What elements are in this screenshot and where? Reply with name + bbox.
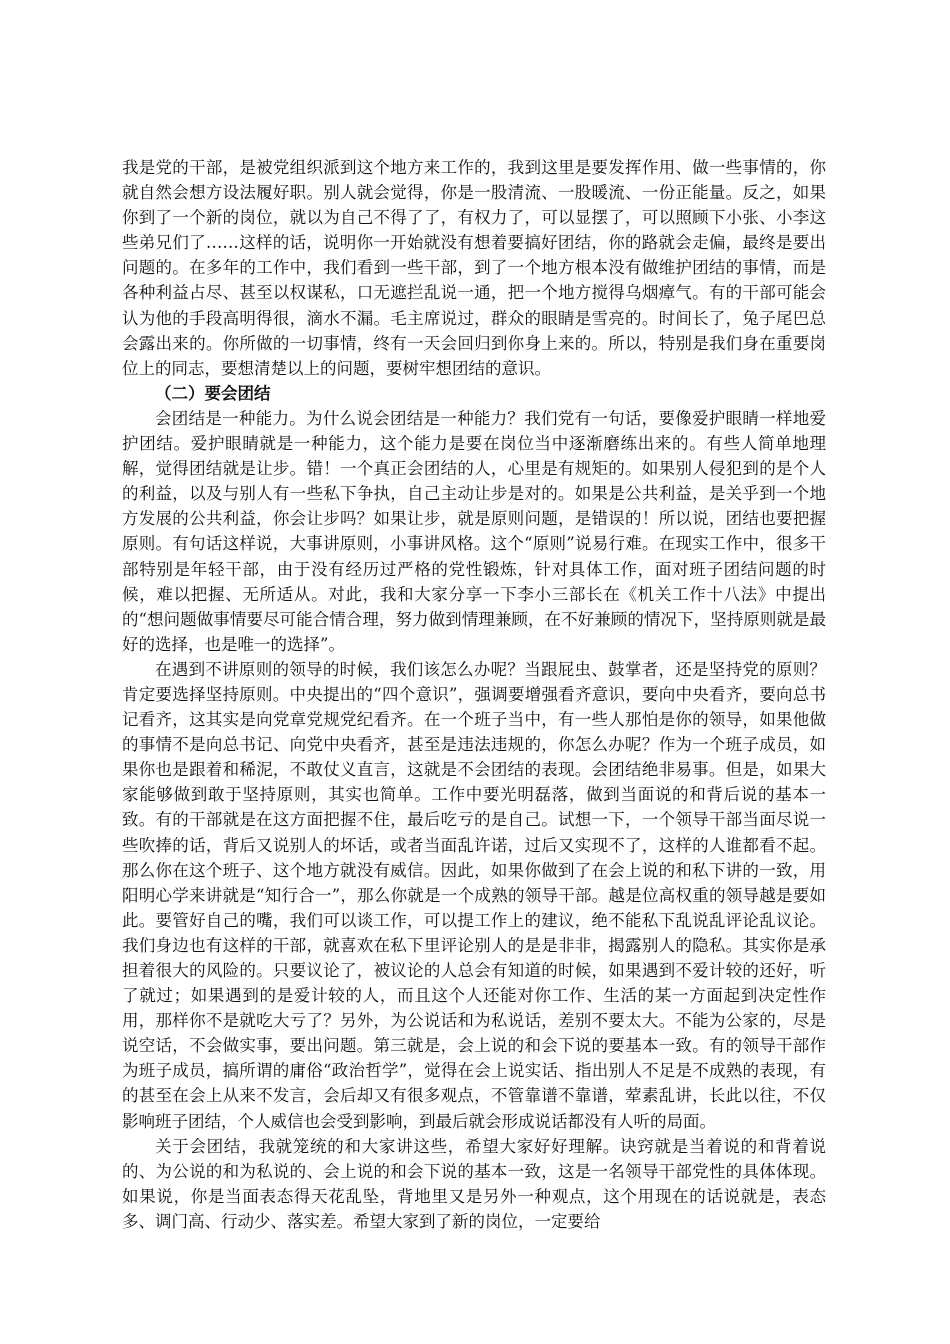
section-heading: （二）要会团结	[155, 383, 271, 403]
paragraph-body: 关于会团结，我就笼统的和大家讲这些，希望大家好好理解。诀窍就是当着说的和背着说的、为公说的和为私说的、会上说的和会下说的基本一致，这是一名领导干部党性的具体体现。如果说，你是当面表态得天花乱坠，背地里又是另外一种观点，这个用现在的话说就是，表态多、调门高、行动少、落实差。希望大家到了新的岗位，一定要给	[122, 1136, 826, 1231]
paragraph-body: 会团结是一种能力。为什么说会团结是一种能力？我们党有一句话，要像爱护眼睛一样地爱护团结。爱护眼睛就是一种能力，这个能力是要在岗位当中逐渐磨练出来的。有些人简单地理解，觉得团结就是让步。错！一个真正会团结的人，心里是有规矩的。如果别人侵犯到的是个人的利益，以及与别人有一些私下争执，自己主动让步是对的。如果是公共利益，是关乎到一个地方发展的公共利益，你会让步吗？如果让步，就是原则问题，是错误的！所以说，团结也要把握原则。有句话这样说，大事讲原则，小事讲风格。这个“原则”说易行难。在现实工作中，很多干部特别是年轻干部，由于没有经历过严格的党性锻炼，针对具体工作，面对班子团结问题的时候，难以把握、无所适从。对此，我和大家分享一下李小三部长在《机关工作十八法》中提出的“想问题做事情要尽可能合情合理，努力做到情理兼顾，在不好兼顾的情况下，坚持原则就是最好的选择，也是唯一的选择”。	[122, 408, 826, 654]
paragraph-continued: 我是党的干部，是被党组织派到这个地方来工作的，我到这里是要发挥作用、做一些事情的，你就自然会想方设法履好职。别人就会觉得，你是一股清流、一股暖流、一份正能量。反之，如果你到了一个新的岗位，就以为自己不得了了，有权力了，可以显摆了，可以照顾下小张、小李这些弟兄们了……这样的话，说明你一开始就没有想着要搞好团结，你的路就会走偏，最终是要出问题的。在多年的工作中，我们看到一些干部，到了一个地方根本没有做维护团结的事情，而是各种利益占尽、甚至以权谋私，口无遮拦乱说一通，把一个地方搅得乌烟瘴气。有的干部可能会认为他的手段高明得很，滴水不漏。毛主席说过，群众的眼睛是雪亮的。时间长了，兔子尾巴总会露出来的。你所做的一切事情，终有一天会回归到你身上来的。所以，特别是我们身在重要岗位上的同志，要想清楚以上的问题，要树牢想团结的意识。	[122, 158, 826, 378]
paragraph-body: 在遇到不讲原则的领导的时候，我们该怎么办呢？当跟屁虫、鼓掌者，还是坚持党的原则？肯定要选择坚持原则。中央提出的“四个意识”，强调要增强看齐意识，要向中央看齐，要向总书记看齐，这其实是向党章党规党纪看齐。在一个班子当中，有一些人那怕是你的领导，如果他做的事情不是向总书记、向党中央看齐，甚至是违法违规的，你怎么办呢？作为一个班子成员，如果你也是跟着和稀泥，不敢仗义直言，这就是不会团结的表现。会团结绝非易事。但是，如果大家能够做到敢于坚持原则，其实也简单。工作中要光明磊落，做到当面说的和背后说的基本一致。有的干部就是在这方面把握不住，最后吃亏的是自己。试想一下，一个领导干部当面尽说一些吹捧的话，背后又说别人的坏话，或者当面乱许诺，过后又实现不了，这样的人谁都看不起。那么你在这个班子、这个地方就没有威信。因此，如果你做到了在会上说的和私下讲的一致，用阳明心学来讲就是“知行合一”，那么你就是一个成熟的领导干部。越是位高权重的领导越是要如此。要管好自己的嘴，我们可以谈工作，可以提工作上的建议，绝不能私下乱说乱评论乱议论。我们身边也有这样的干部，就喜欢在私下里评论别人的是是非非，揭露别人的隐私。其实你是承担着很大的风险的。只要议论了，被议论的人总会有知道的时候，如果遇到不爱计较的还好，听了就过；如果遇到的是爱计较的人，而且这个人还能对你工作、生活的某一方面起到决定性作用，那样你不是就吃大亏了？另外，为公说话和为私说话，差别不要太大。不能为公家的，尽是说空话，不会做实事，要出问题。第三就是，会上说的和会下说的要基本一致。有的领导干部作为班子成员，搞所谓的庸俗“政治哲学”，觉得在会上说实话、指出别人不足是不成熟的表现，有的甚至在会上从来不发言，会后却又有很多观点，不管靠谱不靠谱，荤素乱讲，长此以往，不仅影响班子团结，个人威信也会受到影响，到最后就会形成说话都没有人听的局面。	[122, 659, 826, 1131]
document-page	[122, 155, 826, 1234]
